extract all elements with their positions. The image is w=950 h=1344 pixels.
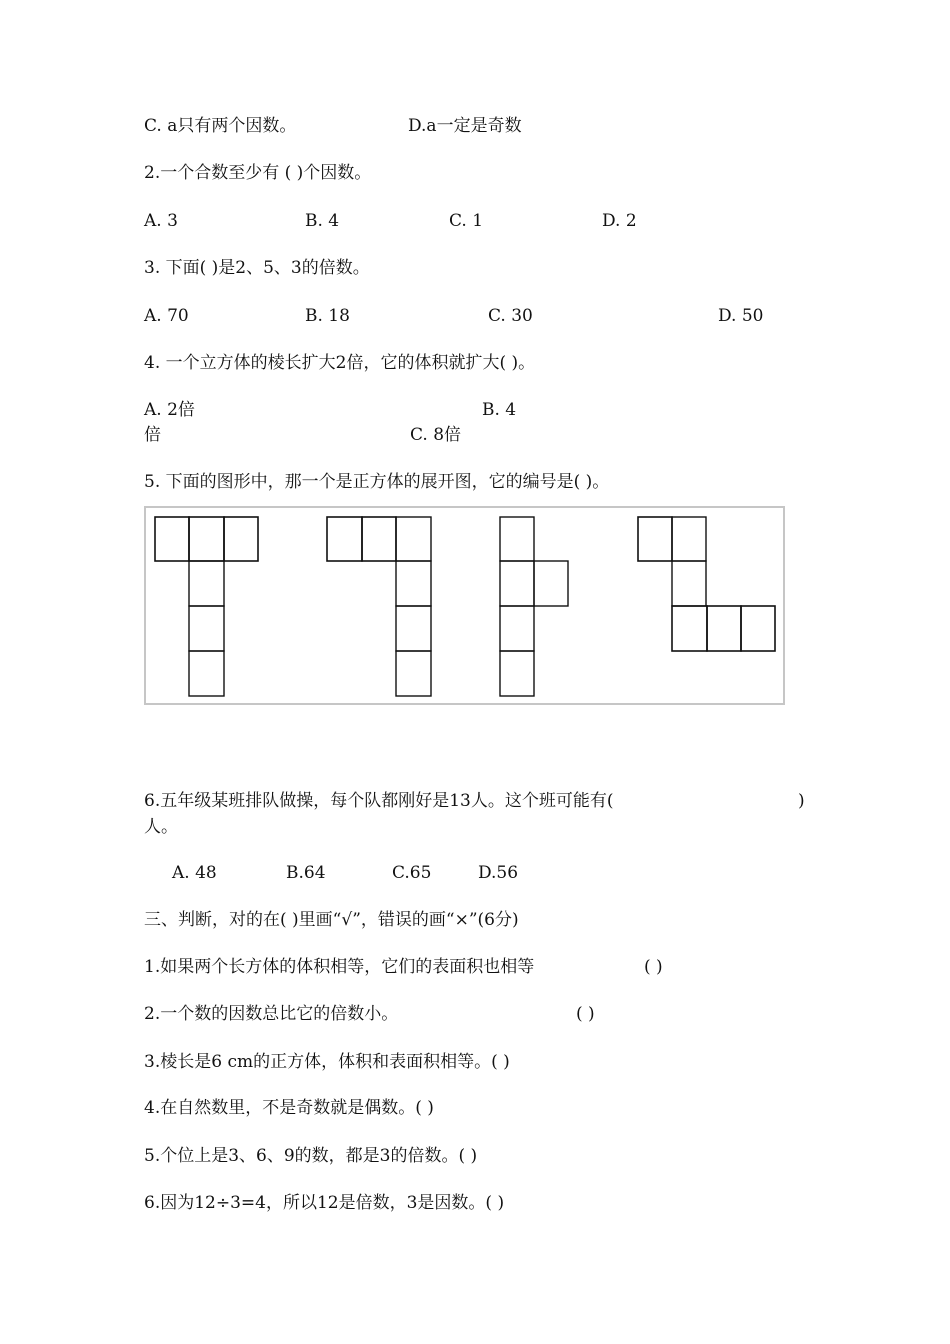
- q4-stem: 4. 一个立方体的棱长扩大2倍，它的体积就扩大( )。: [144, 353, 536, 373]
- judge-item-1: 1.如果两个长方体的体积相等，它们的表面积也相等: [144, 957, 535, 977]
- section3-heading: 三、判断，对的在( )里画“√”，错误的画“×”(6分): [144, 910, 519, 930]
- q3-stem: 3. 下面( )是2、5、3的倍数。: [144, 258, 370, 278]
- cube-net-2: [327, 517, 431, 696]
- judge-item-6: 6.因为12÷3=4，所以12是倍数，3是因数。( ): [144, 1193, 505, 1213]
- q2-option-a: A. 3: [144, 211, 178, 231]
- q6-option-d: D.56: [478, 863, 519, 883]
- q1-option-d: D.a一定是奇数: [408, 116, 522, 136]
- q6-stem-cont: 人。: [144, 817, 178, 837]
- q5-stem: 5. 下面的图形中，那一个是正方体的展开图，它的编号是( )。: [144, 472, 610, 492]
- q4-option-b: B. 4: [482, 400, 517, 420]
- q2-stem: 2.一个合数至少有 ( )个因数。: [144, 163, 372, 183]
- cube-nets-svg: [146, 508, 787, 707]
- cube-net-1: [155, 517, 258, 696]
- cube-net-3: [500, 517, 568, 696]
- cube-nets-figure: [144, 506, 785, 705]
- q3-option-b: B. 18: [305, 306, 350, 326]
- q6-option-b: B.64: [286, 863, 326, 883]
- q6-option-a: A. 48: [172, 863, 217, 883]
- judge-item-2: 2.一个数的因数总比它的倍数小。: [144, 1004, 399, 1024]
- q3-option-d: D. 50: [718, 306, 764, 326]
- q2-option-d: D. 2: [602, 211, 637, 231]
- q6-option-c: C.65: [392, 863, 432, 883]
- judge-item-2-paren[interactable]: ( ): [576, 1004, 595, 1024]
- cube-net-4: [638, 517, 775, 651]
- judge-item-1-paren[interactable]: ( ): [644, 957, 663, 977]
- q1-option-c: C. a只有两个因数。: [144, 116, 297, 136]
- q6-stem-paren: ): [798, 791, 805, 811]
- q3-option-c: C. 30: [488, 306, 533, 326]
- q3-option-a: A. 70: [144, 306, 189, 326]
- q4-option-c: C. 8倍: [410, 425, 462, 445]
- judge-item-3: 3.棱长是6 cm的正方体，体积和表面积相等。( ): [144, 1052, 510, 1072]
- q2-option-c: C. 1: [449, 211, 484, 231]
- q6-stem: 6.五年级某班排队做操，每个队都刚好是13人。这个班可能有(: [144, 791, 614, 811]
- judge-item-5: 5.个位上是3、6、9的数，都是3的倍数。( ): [144, 1146, 478, 1166]
- q4-option-b-cont: 倍: [144, 425, 161, 445]
- q2-option-b: B. 4: [305, 211, 340, 231]
- judge-item-4: 4.在自然数里，不是奇数就是偶数。( ): [144, 1098, 434, 1118]
- q4-option-a: A. 2倍: [144, 400, 195, 420]
